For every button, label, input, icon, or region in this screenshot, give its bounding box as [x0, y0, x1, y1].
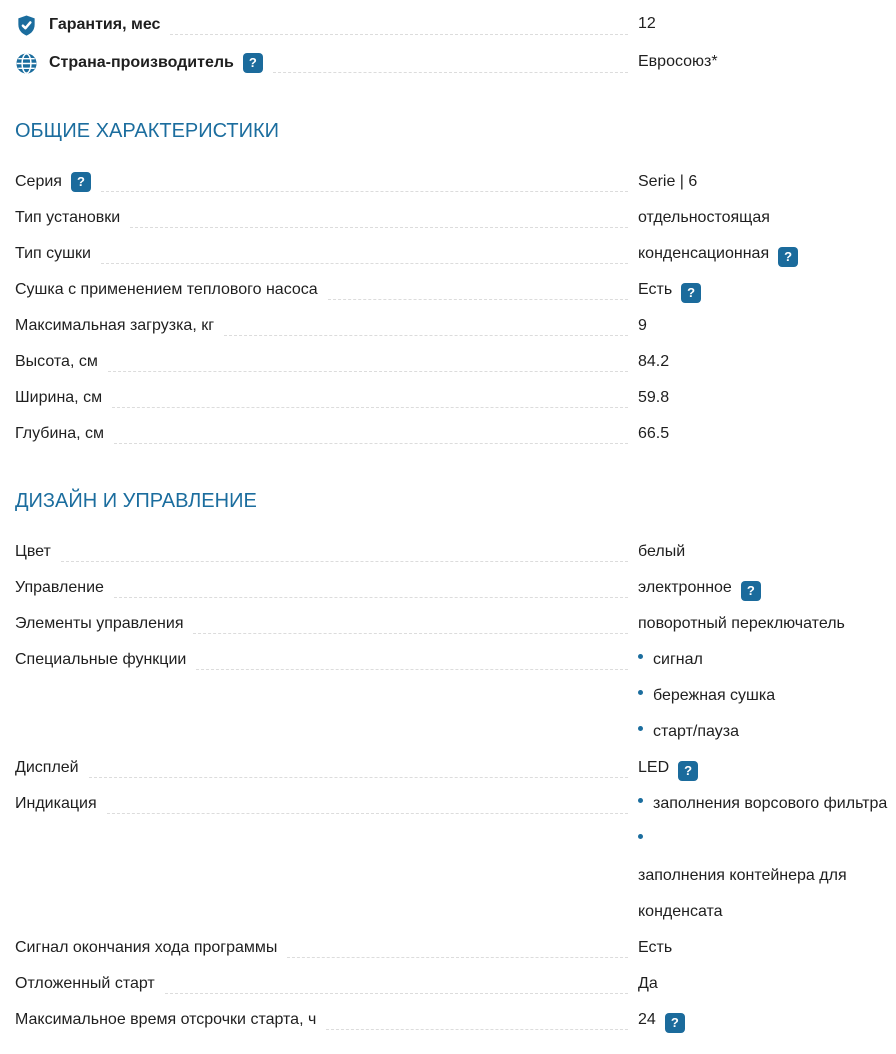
value-line	[638, 272, 888, 308]
leader-line	[61, 534, 628, 562]
spec-label-text: Страна-производитель	[49, 54, 234, 71]
spec-row	[15, 164, 888, 200]
spec-label-text: Гарантия, мес	[49, 16, 161, 33]
spec-row	[15, 1002, 888, 1038]
bullet-text: сигнал	[653, 651, 703, 668]
section-title: ДИЗАЙН И УПРАВЛЕНИЕ	[15, 490, 257, 512]
value-line	[638, 714, 888, 750]
help-icon[interactable]: ?	[243, 53, 263, 73]
feature-row	[15, 44, 888, 82]
value-line	[638, 570, 888, 606]
spec-label	[15, 966, 155, 1002]
spec-row	[15, 200, 888, 236]
spec-row	[15, 272, 888, 308]
spec-value	[638, 606, 888, 642]
spec-label	[15, 44, 263, 82]
spec-label	[15, 236, 91, 272]
spec-label	[15, 786, 97, 822]
leader-line	[287, 930, 628, 958]
leader-line	[114, 570, 628, 598]
value-line	[638, 930, 888, 966]
value-line	[638, 44, 888, 80]
help-icon[interactable]: ?	[71, 172, 91, 192]
spec-label-text: Дисплей	[15, 759, 79, 776]
value-text: 9	[638, 317, 647, 334]
spec-label	[15, 1002, 316, 1038]
row-left	[15, 966, 638, 1002]
spec-label	[15, 272, 318, 308]
spec-row	[15, 308, 888, 344]
spec-label	[15, 606, 183, 642]
leader-line	[170, 6, 628, 35]
spec-row	[15, 786, 888, 930]
value-text: 24	[638, 1011, 656, 1028]
spec-value	[638, 200, 888, 236]
leader-line	[114, 416, 628, 444]
leader-line	[107, 786, 628, 814]
leader-line	[328, 272, 628, 300]
spec-value	[638, 44, 888, 80]
value-text: конденсационная	[638, 245, 770, 262]
value-line	[638, 1002, 888, 1038]
value-text: 59.8	[638, 389, 670, 406]
value-line	[638, 822, 888, 930]
value-text: Да	[638, 975, 658, 992]
leader-line	[193, 606, 628, 634]
bullet-icon	[638, 714, 653, 750]
spec-value	[638, 380, 888, 416]
spec-value	[638, 750, 888, 786]
spec-row	[15, 236, 888, 272]
help-icon[interactable]: ?	[665, 1013, 685, 1033]
spec-value	[638, 966, 888, 1002]
leader-line	[89, 750, 628, 778]
leader-line	[101, 164, 628, 192]
spec-value	[638, 786, 888, 930]
value-text: Есть	[638, 281, 673, 298]
bullet-icon	[638, 678, 653, 714]
spec-value	[638, 272, 888, 308]
leader-line	[326, 1002, 628, 1030]
value-text: 66.5	[638, 425, 670, 442]
row-left	[15, 416, 638, 452]
spec-row	[15, 380, 888, 416]
row-left	[15, 642, 638, 678]
spec-label-text: Сигнал окончания хода программы	[15, 939, 278, 956]
spec-sections	[15, 119, 888, 1038]
help-icon[interactable]: ?	[741, 581, 761, 601]
value-text: поворотный переключатель	[638, 615, 845, 632]
value-text: электронное	[638, 579, 732, 596]
spec-label-text: Максимальное время отсрочки старта, ч	[15, 1011, 317, 1028]
value-text: LED	[638, 759, 670, 776]
spec-label	[15, 642, 186, 678]
row-left	[15, 272, 638, 308]
row-left	[15, 236, 638, 272]
spec-label	[15, 164, 91, 200]
feature-rows	[15, 6, 888, 82]
spec-row	[15, 416, 888, 452]
value-line	[638, 966, 888, 1002]
leader-line	[165, 966, 628, 994]
spec-label-text: Тип сушки	[15, 245, 91, 262]
section-title: ОБЩИЕ ХАРАКТЕРИСТИКИ	[15, 120, 280, 142]
spec-label	[15, 200, 120, 236]
spec-row	[15, 606, 888, 642]
value-line	[638, 534, 888, 570]
spec-label-text: Высота, см	[15, 353, 98, 370]
spec-value	[638, 416, 888, 452]
row-left	[15, 200, 638, 236]
spec-label	[15, 570, 104, 606]
spec-value	[638, 236, 888, 272]
spec-label-text: Тип установки	[15, 209, 121, 226]
row-left	[15, 786, 638, 822]
spec-row	[15, 750, 888, 786]
bullet-text: заполнения ворсового фильтра	[653, 795, 888, 812]
value-line	[638, 308, 888, 344]
spec-label-text: Индикация	[15, 795, 97, 812]
bullet-text: бережная сушка	[653, 687, 776, 704]
spec-row	[15, 570, 888, 606]
row-left	[15, 6, 638, 44]
spec-row	[15, 966, 888, 1002]
spec-label-text: Глубина, см	[15, 425, 105, 442]
value-line	[638, 750, 888, 786]
spec-value	[638, 344, 888, 380]
value-text: белый	[638, 543, 686, 560]
globe-icon	[15, 52, 38, 75]
value-text: Евросоюз*	[638, 53, 718, 70]
spec-label-text: Отложенный старт	[15, 975, 155, 992]
bullet-text: заполнения контейнера для конденсата	[638, 867, 847, 920]
spec-value	[638, 308, 888, 344]
value-line	[638, 606, 888, 642]
spec-label	[15, 930, 277, 966]
spec-label	[15, 344, 98, 380]
spec-label	[15, 750, 79, 786]
row-left	[15, 344, 638, 380]
help-icon[interactable]: ?	[678, 761, 698, 781]
spec-label-text: Цвет	[15, 543, 51, 560]
spec-label-text: Сушка с применением теплового насоса	[15, 281, 318, 298]
value-line	[638, 164, 888, 200]
value-line	[638, 786, 888, 822]
bullet-icon	[638, 822, 653, 858]
spec-label	[15, 308, 214, 344]
row-left	[15, 164, 638, 200]
bullet-icon	[638, 786, 653, 822]
spec-value	[638, 930, 888, 966]
value-text: Serie | 6	[638, 173, 698, 190]
help-icon[interactable]: ?	[778, 247, 798, 267]
spec-label-text: Максимальная загрузка, кг	[15, 317, 215, 334]
bullet-icon	[638, 642, 653, 678]
spec-row	[15, 344, 888, 380]
spec-row	[15, 930, 888, 966]
row-left	[15, 570, 638, 606]
row-left	[15, 750, 638, 786]
spec-label	[15, 416, 104, 452]
value-line	[638, 380, 888, 416]
row-left	[15, 534, 638, 570]
leader-line	[224, 308, 628, 336]
spec-label-text: Управление	[15, 579, 104, 596]
value-line	[638, 678, 888, 714]
row-left	[15, 1002, 638, 1038]
row-left	[15, 44, 638, 82]
feature-row	[15, 6, 888, 44]
value-line	[638, 344, 888, 380]
leader-line	[196, 642, 628, 670]
value-line	[638, 236, 888, 272]
spec-label-text: Специальные функции	[15, 651, 187, 668]
spec-value	[638, 6, 888, 42]
row-left	[15, 930, 638, 966]
value-line	[638, 642, 888, 678]
shield-check-icon	[15, 14, 38, 37]
spec-label-text: Элементы управления	[15, 615, 184, 632]
row-left	[15, 606, 638, 642]
row-left	[15, 380, 638, 416]
spec-value	[638, 1002, 888, 1038]
leader-line	[273, 44, 628, 73]
value-text: Есть	[638, 939, 673, 956]
spec-label	[15, 380, 102, 416]
value-text: 84.2	[638, 353, 670, 370]
value-text: 12	[638, 15, 656, 32]
spec-value	[638, 570, 888, 606]
spec-row	[15, 534, 888, 570]
spec-label	[15, 534, 51, 570]
spec-label-text: Серия	[15, 173, 62, 190]
value-text: отдельностоящая	[638, 209, 770, 226]
row-left	[15, 308, 638, 344]
spec-value	[638, 642, 888, 750]
spec-label-text: Ширина, см	[15, 389, 103, 406]
value-line	[638, 416, 888, 452]
leader-line	[108, 344, 628, 372]
spec-label	[15, 6, 160, 44]
help-icon[interactable]: ?	[681, 283, 701, 303]
value-line	[638, 200, 888, 236]
spec-value	[638, 534, 888, 570]
bullet-text: старт/пауза	[653, 723, 739, 740]
leader-line	[130, 200, 628, 228]
leader-line	[112, 380, 628, 408]
leader-line	[101, 236, 628, 264]
value-line	[638, 6, 888, 42]
spec-row	[15, 642, 888, 750]
spec-value	[638, 164, 888, 200]
